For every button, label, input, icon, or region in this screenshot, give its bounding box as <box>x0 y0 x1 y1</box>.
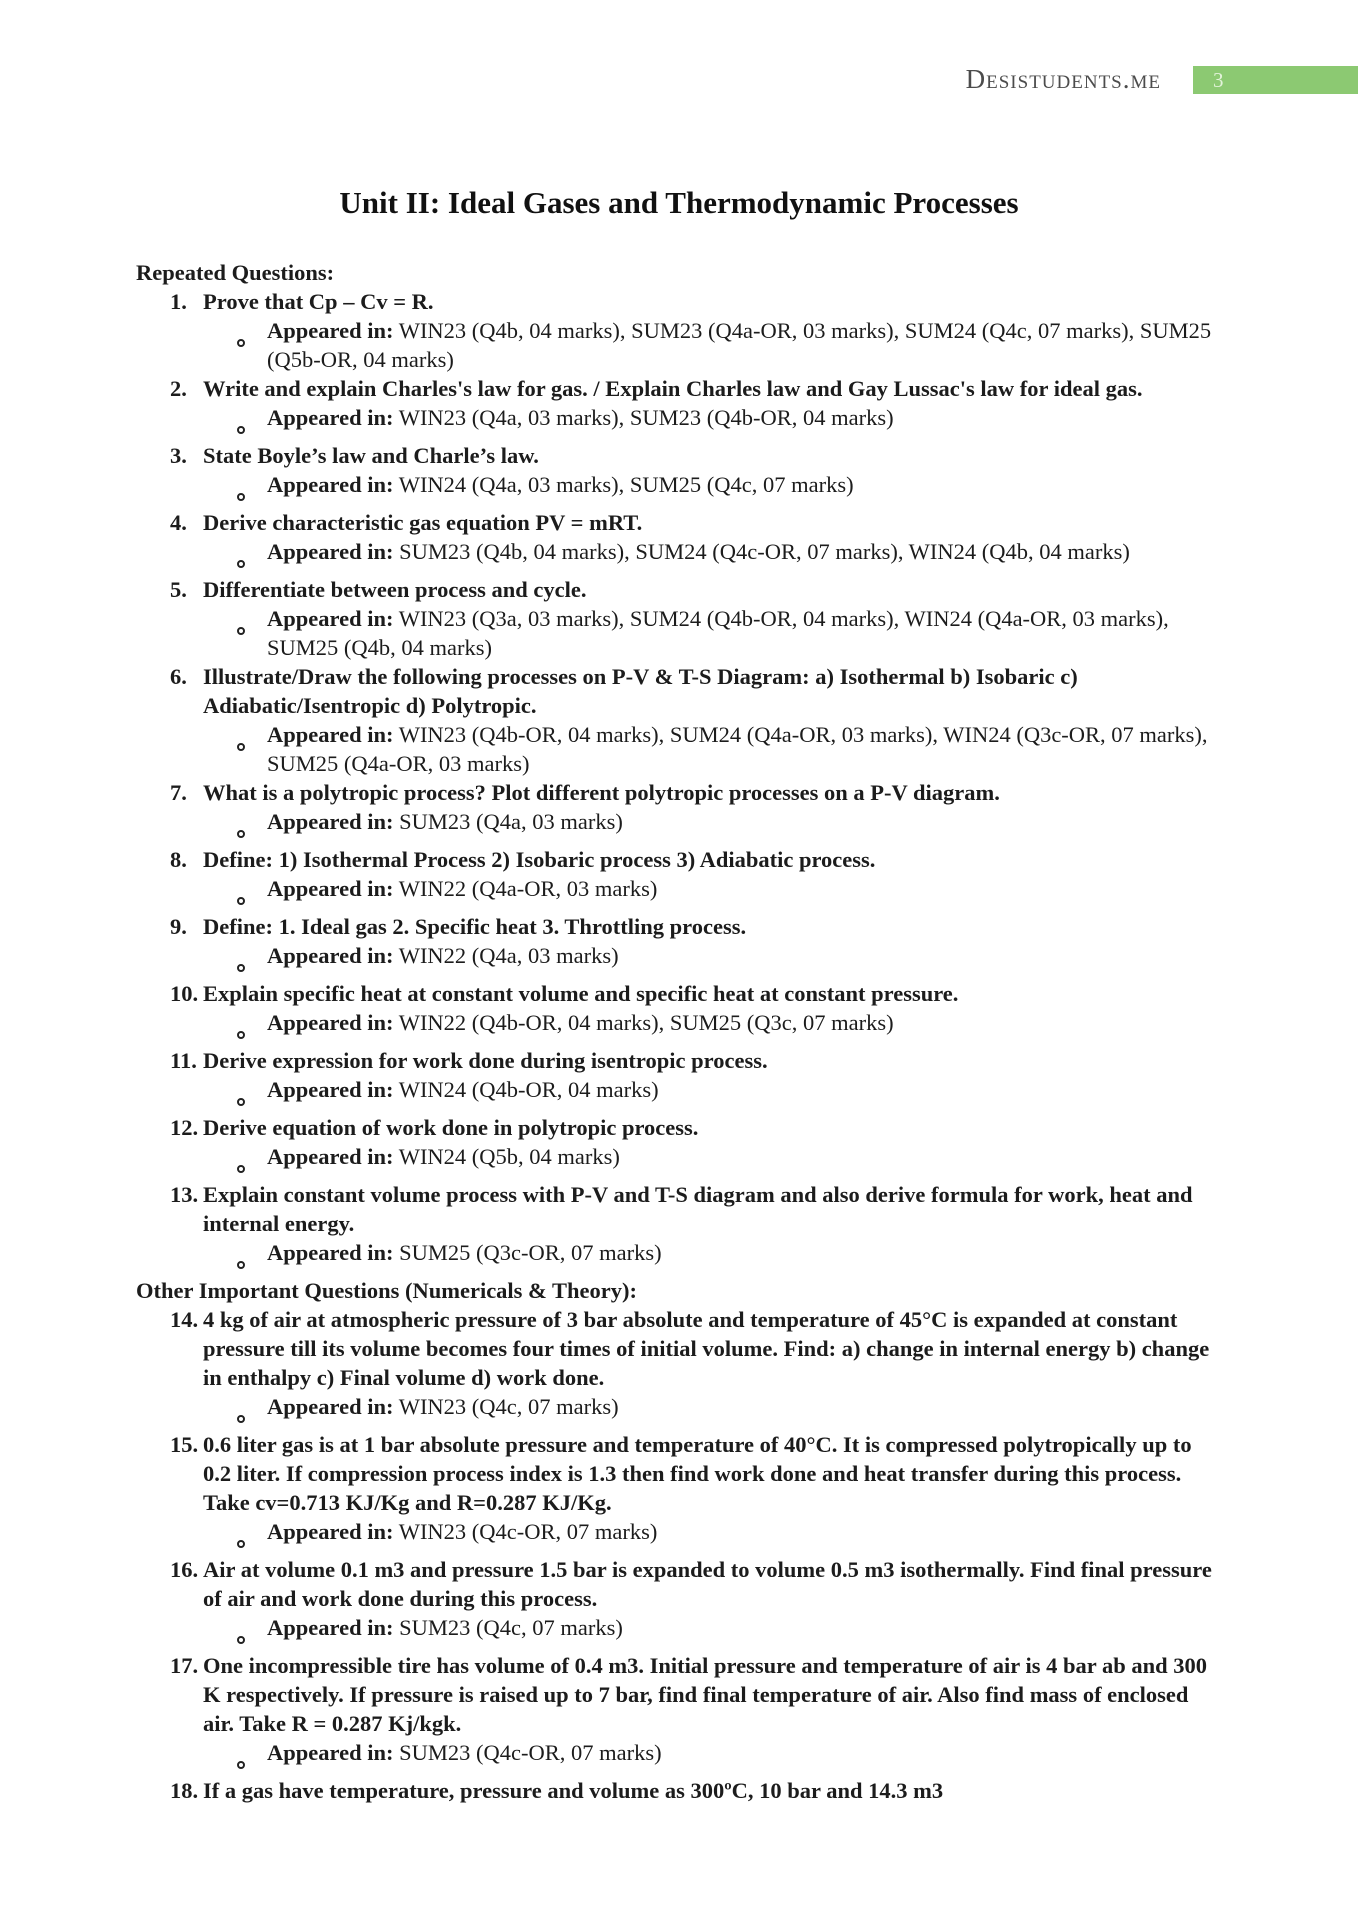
appeared-label: Appeared in: <box>267 1394 394 1419</box>
appeared-text <box>267 1075 1222 1104</box>
section-heading: Repeated Questions: <box>136 260 335 285</box>
question-number: 7. <box>170 780 187 805</box>
question-item <box>136 287 1222 316</box>
circle-bullet-icon <box>237 560 245 568</box>
bullet-cell <box>237 874 267 912</box>
appeared-row <box>237 537 1222 575</box>
appeared-label: Appeared in: <box>267 943 394 968</box>
question-item <box>136 662 1222 720</box>
question-text: Derive expression for work done during isentropic process. <box>203 1048 768 1073</box>
bullet-cell <box>237 604 267 642</box>
question-number: 5. <box>170 577 187 602</box>
appeared-row <box>237 316 1222 374</box>
question-text: Explain specific heat at constant volume and specific heat at constant pressure. <box>203 981 959 1006</box>
bullet-cell <box>237 537 267 575</box>
circle-bullet-icon <box>237 743 245 751</box>
appeared-refs: WIN23 (Q3a, 03 marks), SUM24 (Q4b-OR, 04 marks), WIN24 (Q4a-OR, 03 marks), SUM25 (Q4b, 04 marks) <box>267 606 1169 660</box>
appeared-text <box>267 1142 1222 1171</box>
question-number: 15. <box>170 1432 199 1457</box>
appeared-refs: WIN22 (Q4a, 03 marks) <box>398 943 619 968</box>
appeared-text <box>267 1738 1222 1767</box>
appeared-row <box>237 1738 1222 1776</box>
appeared-label: Appeared in: <box>267 876 394 901</box>
question-item <box>136 845 1222 874</box>
circle-bullet-icon <box>237 1761 245 1769</box>
appeared-refs: WIN22 (Q4a-OR, 03 marks) <box>398 876 658 901</box>
appeared-row <box>237 1613 1222 1651</box>
appeared-label: Appeared in: <box>267 1010 394 1035</box>
appeared-text <box>267 403 1222 432</box>
question-item <box>136 979 1222 1008</box>
appeared-text <box>267 1238 1222 1267</box>
circle-bullet-icon <box>237 627 245 635</box>
circle-bullet-icon <box>237 1031 245 1039</box>
question-text: Write and explain Charles's law for gas. / Explain Charles law and Gay Lussac's law for ideal gas. <box>203 376 1143 401</box>
question-number: 16. <box>170 1557 199 1582</box>
appeared-refs: WIN23 (Q4c, 07 marks) <box>398 1394 619 1419</box>
appeared-label: Appeared in: <box>267 1077 394 1102</box>
page-title: Unit II: Ideal Gases and Thermodynamic Processes <box>339 185 1019 220</box>
question-item <box>136 374 1222 403</box>
appeared-label: Appeared in: <box>267 318 394 343</box>
appeared-label: Appeared in: <box>267 1519 394 1544</box>
bullet-cell <box>237 1075 267 1113</box>
appeared-refs: WIN23 (Q4a, 03 marks), SUM23 (Q4b-OR, 04 marks) <box>398 405 894 430</box>
bullet-cell <box>237 807 267 845</box>
appeared-label: Appeared in: <box>267 472 394 497</box>
appeared-row <box>237 1392 1222 1430</box>
question-text: State Boyle’s law and Charle’s law. <box>203 443 539 468</box>
question-number: 14. <box>170 1307 199 1332</box>
appeared-text <box>267 537 1222 566</box>
appeared-text <box>267 807 1222 836</box>
questions-content <box>136 258 1222 1805</box>
question-number: 4. <box>170 510 187 535</box>
circle-bullet-icon <box>237 1636 245 1644</box>
circle-bullet-icon <box>237 1098 245 1106</box>
appeared-label: Appeared in: <box>267 606 394 631</box>
question-number: 10. <box>170 981 199 1006</box>
appeared-text <box>267 1392 1222 1421</box>
appeared-text <box>267 604 1222 662</box>
appeared-refs: SUM23 (Q4c, 07 marks) <box>399 1615 623 1640</box>
question-text: Define: 1. Ideal gas 2. Specific heat 3. Throttling process. <box>203 914 747 939</box>
bullet-cell <box>237 941 267 979</box>
circle-bullet-icon <box>237 1540 245 1548</box>
question-number: 18. <box>170 1778 199 1803</box>
appeared-refs: SUM25 (Q3c-OR, 07 marks) <box>399 1240 662 1265</box>
appeared-row <box>237 470 1222 508</box>
bullet-cell <box>237 403 267 441</box>
question-item <box>136 778 1222 807</box>
question-item <box>136 912 1222 941</box>
question-item <box>136 1651 1222 1738</box>
appeared-refs: SUM23 (Q4b, 04 marks), SUM24 (Q4c-OR, 07 marks), WIN24 (Q4b, 04 marks) <box>399 539 1130 564</box>
question-text: 0.6 liter gas is at 1 bar absolute pressure and temperature of 40°C. It is compressed polytropically up to 0.2 liter. If compression process index is 1.3 then find work done and heat transfer during this process. Take cv=0.713 KJ/Kg and R=0.287 KJ/Kg. <box>203 1432 1192 1515</box>
question-number: 2. <box>170 376 187 401</box>
circle-bullet-icon <box>237 830 245 838</box>
appeared-row <box>237 720 1222 778</box>
appeared-label: Appeared in: <box>267 539 394 564</box>
question-item <box>136 1046 1222 1075</box>
site-name: Desistudents.me <box>965 64 1161 94</box>
appeared-refs: SUM23 (Q4a, 03 marks) <box>399 809 623 834</box>
circle-bullet-icon <box>237 1261 245 1269</box>
appeared-row <box>237 807 1222 845</box>
bullet-cell <box>237 1392 267 1430</box>
appeared-text <box>267 720 1222 778</box>
bullet-cell <box>237 1738 267 1776</box>
question-number: 1. <box>170 289 187 314</box>
appeared-refs: WIN23 (Q4b, 04 marks), SUM23 (Q4a-OR, 03 marks), SUM24 (Q4c, 07 marks), SUM25 (Q5b-OR, 04 marks) <box>267 318 1212 372</box>
bullet-cell <box>237 1517 267 1555</box>
bullet-cell <box>237 470 267 508</box>
bullet-cell <box>237 720 267 758</box>
page-header <box>0 64 1358 95</box>
bullet-cell <box>237 1613 267 1651</box>
question-text: Define: 1) Isothermal Process 2) Isobaric process 3) Adiabatic process. <box>203 847 876 872</box>
appeared-row <box>237 1142 1222 1180</box>
appeared-text <box>267 874 1222 903</box>
appeared-refs: WIN22 (Q4b-OR, 04 marks), SUM25 (Q3c, 07 marks) <box>398 1010 894 1035</box>
question-number: 12. <box>170 1115 199 1140</box>
bullet-cell <box>237 1238 267 1276</box>
question-number: 3. <box>170 443 187 468</box>
bullet-cell <box>237 1008 267 1046</box>
circle-bullet-icon <box>237 493 245 501</box>
question-item <box>136 1430 1222 1517</box>
circle-bullet-icon <box>237 1165 245 1173</box>
appeared-text <box>267 316 1222 374</box>
question-text: 4 kg of air at atmospheric pressure of 3 bar absolute and temperature of 45°C is expanded at constant pressure till its volume becomes four times of initial volume. Find: a) change in internal energy b) change in enthalpy c) Final volume d) work done. <box>203 1307 1210 1390</box>
appeared-label: Appeared in: <box>267 809 394 834</box>
appeared-refs: WIN23 (Q4c-OR, 07 marks) <box>398 1519 658 1544</box>
question-number: 8. <box>170 847 187 872</box>
appeared-refs: WIN24 (Q5b, 04 marks) <box>398 1144 620 1169</box>
appeared-text <box>267 1008 1222 1037</box>
appeared-label: Appeared in: <box>267 1740 394 1765</box>
appeared-label: Appeared in: <box>267 1240 394 1265</box>
appeared-text <box>267 470 1222 499</box>
question-number: 9. <box>170 914 187 939</box>
circle-bullet-icon <box>237 897 245 905</box>
question-number: 17. <box>170 1653 199 1678</box>
question-text: Differentiate between process and cycle. <box>203 577 587 602</box>
appeared-label: Appeared in: <box>267 405 394 430</box>
appeared-refs: WIN23 (Q4b-OR, 04 marks), SUM24 (Q4a-OR, 03 marks), WIN24 (Q3c-OR, 07 marks), SUM25 (Q4a-OR, 03 marks) <box>267 722 1208 776</box>
question-number: 6. <box>170 664 187 689</box>
question-item <box>136 1180 1222 1238</box>
appeared-label: Appeared in: <box>267 1144 394 1169</box>
question-item <box>136 441 1222 470</box>
bullet-cell <box>237 316 267 354</box>
question-item <box>136 1305 1222 1392</box>
appeared-text <box>267 941 1222 970</box>
question-item <box>136 1113 1222 1142</box>
appeared-row <box>237 941 1222 979</box>
appeared-text <box>267 1613 1222 1642</box>
appeared-refs: WIN24 (Q4a, 03 marks), SUM25 (Q4c, 07 marks) <box>398 472 854 497</box>
circle-bullet-icon <box>237 1415 245 1423</box>
question-number: 13. <box>170 1182 199 1207</box>
question-text: One incompressible tire has volume of 0.4 m3. Initial pressure and temperature of air is 4 bar ab and 300 K respectively. If pressure is raised up to 7 bar, find final temperature of air. Also find mass of enclosed air. Take R = 0.287 Kj/kgk. <box>203 1653 1207 1736</box>
question-text: Prove that Cp – Cv = R. <box>203 289 434 314</box>
question-item <box>136 575 1222 604</box>
circle-bullet-icon <box>237 426 245 434</box>
question-item <box>136 508 1222 537</box>
question-text: Illustrate/Draw the following processes on P-V & T-S Diagram: a) Isothermal b) Isobaric c) Adiabatic/Isentropic d) Polytropic. <box>203 664 1078 718</box>
section-heading: Other Important Questions (Numericals & Theory): <box>136 1278 637 1303</box>
question-text: If a gas have temperature, pressure and volume as 300ºC, 10 bar and 14.3 m3 <box>203 1778 944 1803</box>
appeared-refs: SUM23 (Q4c-OR, 07 marks) <box>399 1740 662 1765</box>
question-text: What is a polytropic process? Plot different polytropic processes on a P-V diagram. <box>203 780 1000 805</box>
question-text: Derive characteristic gas equation PV = mRT. <box>203 510 643 535</box>
appeared-row <box>237 1075 1222 1113</box>
appeared-refs: WIN24 (Q4b-OR, 04 marks) <box>398 1077 659 1102</box>
page-number: 3 <box>1213 67 1224 92</box>
appeared-row <box>237 874 1222 912</box>
appeared-label: Appeared in: <box>267 1615 394 1640</box>
page-number-badge <box>1193 66 1358 94</box>
circle-bullet-icon <box>237 339 245 347</box>
question-item <box>136 1555 1222 1613</box>
question-text: Derive equation of work done in polytropic process. <box>203 1115 699 1140</box>
appeared-row <box>237 604 1222 662</box>
appeared-row <box>237 403 1222 441</box>
appeared-row <box>237 1008 1222 1046</box>
appeared-label: Appeared in: <box>267 722 394 747</box>
circle-bullet-icon <box>237 964 245 972</box>
appeared-text <box>267 1517 1222 1546</box>
question-item <box>136 1776 1222 1805</box>
question-text: Explain constant volume process with P-V and T-S diagram and also derive formula for work, heat and internal energy. <box>203 1182 1193 1236</box>
question-text: Air at volume 0.1 m3 and pressure 1.5 bar is expanded to volume 0.5 m3 isothermally. Find final pressure of air and work done during this process. <box>203 1557 1212 1611</box>
bullet-cell <box>237 1142 267 1180</box>
appeared-row <box>237 1238 1222 1276</box>
appeared-row <box>237 1517 1222 1555</box>
question-number: 11. <box>170 1048 197 1073</box>
